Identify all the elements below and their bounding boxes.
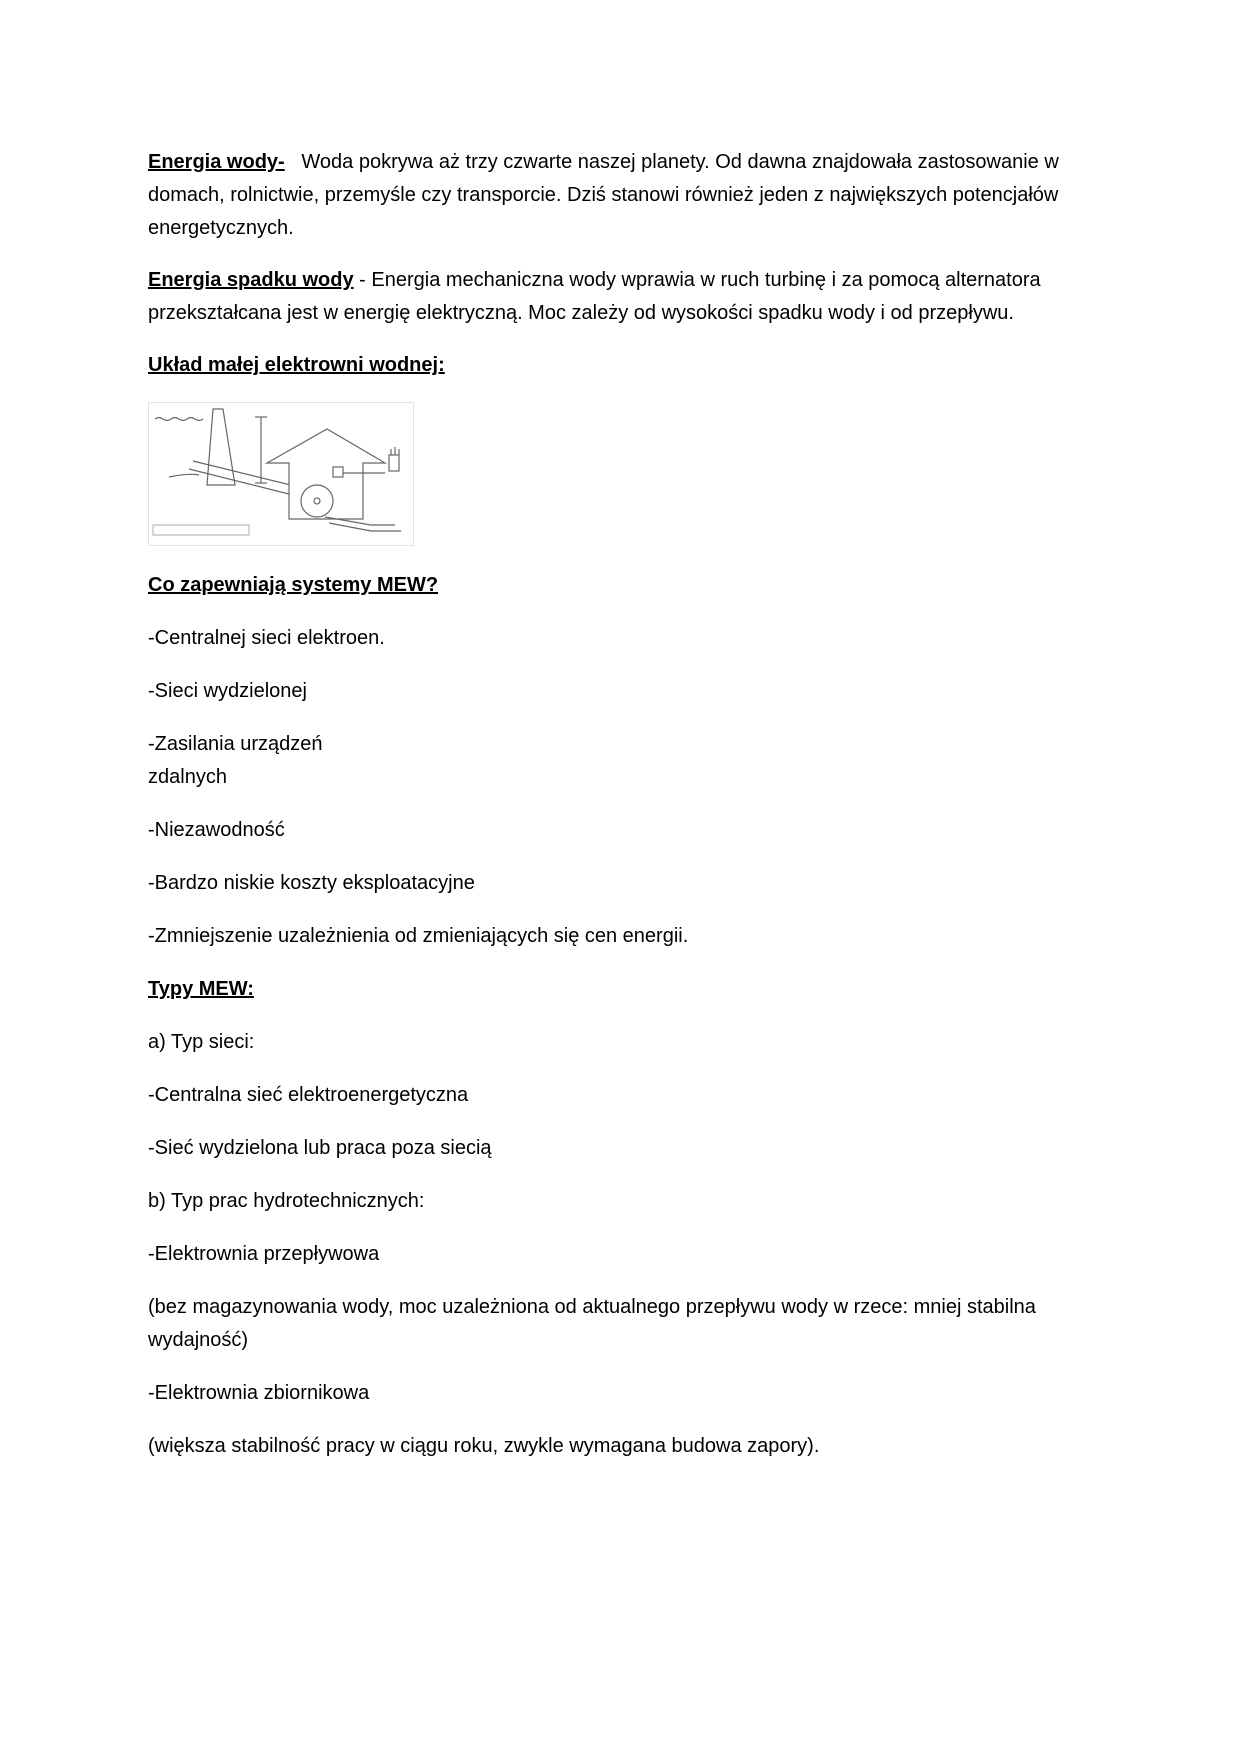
benefit-item: -Centralnej sieci elektroen. [148,627,385,649]
types-line: -Elektrownia przepływowa [148,1243,380,1265]
types-line: -Centralna sieć elektroenergetyczna [148,1084,469,1106]
benefit-item: -Sieci wydzielonej [148,680,307,702]
intro-text: Woda pokrywa aż trzy czwarte naszej planety. Od dawna znajdowała zastosowanie w domach, rolnictwie, przemyśle czy transporcie. Dziś stanowi również jeden z największych potencjałów energetycznych. [148,151,1059,239]
benefit-item: -Zasilania urządzeń [148,733,323,755]
intro-heading: Energia wody- [148,151,285,173]
benefits-heading: Co zapewniają systemy MEW? [148,574,439,596]
types-line: (bez magazynowania wody, moc uzależniona od aktualnego przepływu wody w rzece: mniej stabilna wydajność) [148,1296,1036,1351]
types-line: (większa stabilność pracy w ciągu roku, zwykle wymagana budowa zapory). [148,1435,820,1457]
benefit-item: zdalnych [148,766,227,788]
benefit-item: -Zmniejszenie uzależnienia od zmieniających się cen energii. [148,925,689,947]
layout-heading: Układ małej elektrowni wodnej: [148,354,445,376]
types-heading: Typy MEW: [148,978,254,1000]
benefit-item: -Bardzo niskie koszty eksploatacyjne [148,872,475,894]
types-line: a) Typ sieci: [148,1031,255,1053]
types-line: b) Typ prac hydrotechnicznych: [148,1190,425,1212]
intro-paragraph [148,146,1098,245]
fall-text: - Energia mechaniczna wody wprawia w ruch turbinę i za pomocą alternatora przekształcana jest w energię elektryczną. Moc zależy od wysokości spadku wody i od przepływu. [148,269,1041,324]
fall-paragraph [148,264,1098,330]
types-line: -Elektrownia zbiornikowa [148,1382,370,1404]
benefit-item: -Niezawodność [148,819,285,841]
hydro-plant-diagram [148,402,414,546]
types-line: -Sieć wydzielona lub praca poza siecią [148,1137,492,1159]
hydro-plant-drawing [149,403,413,545]
fall-heading: Energia spadku wody [148,269,354,291]
